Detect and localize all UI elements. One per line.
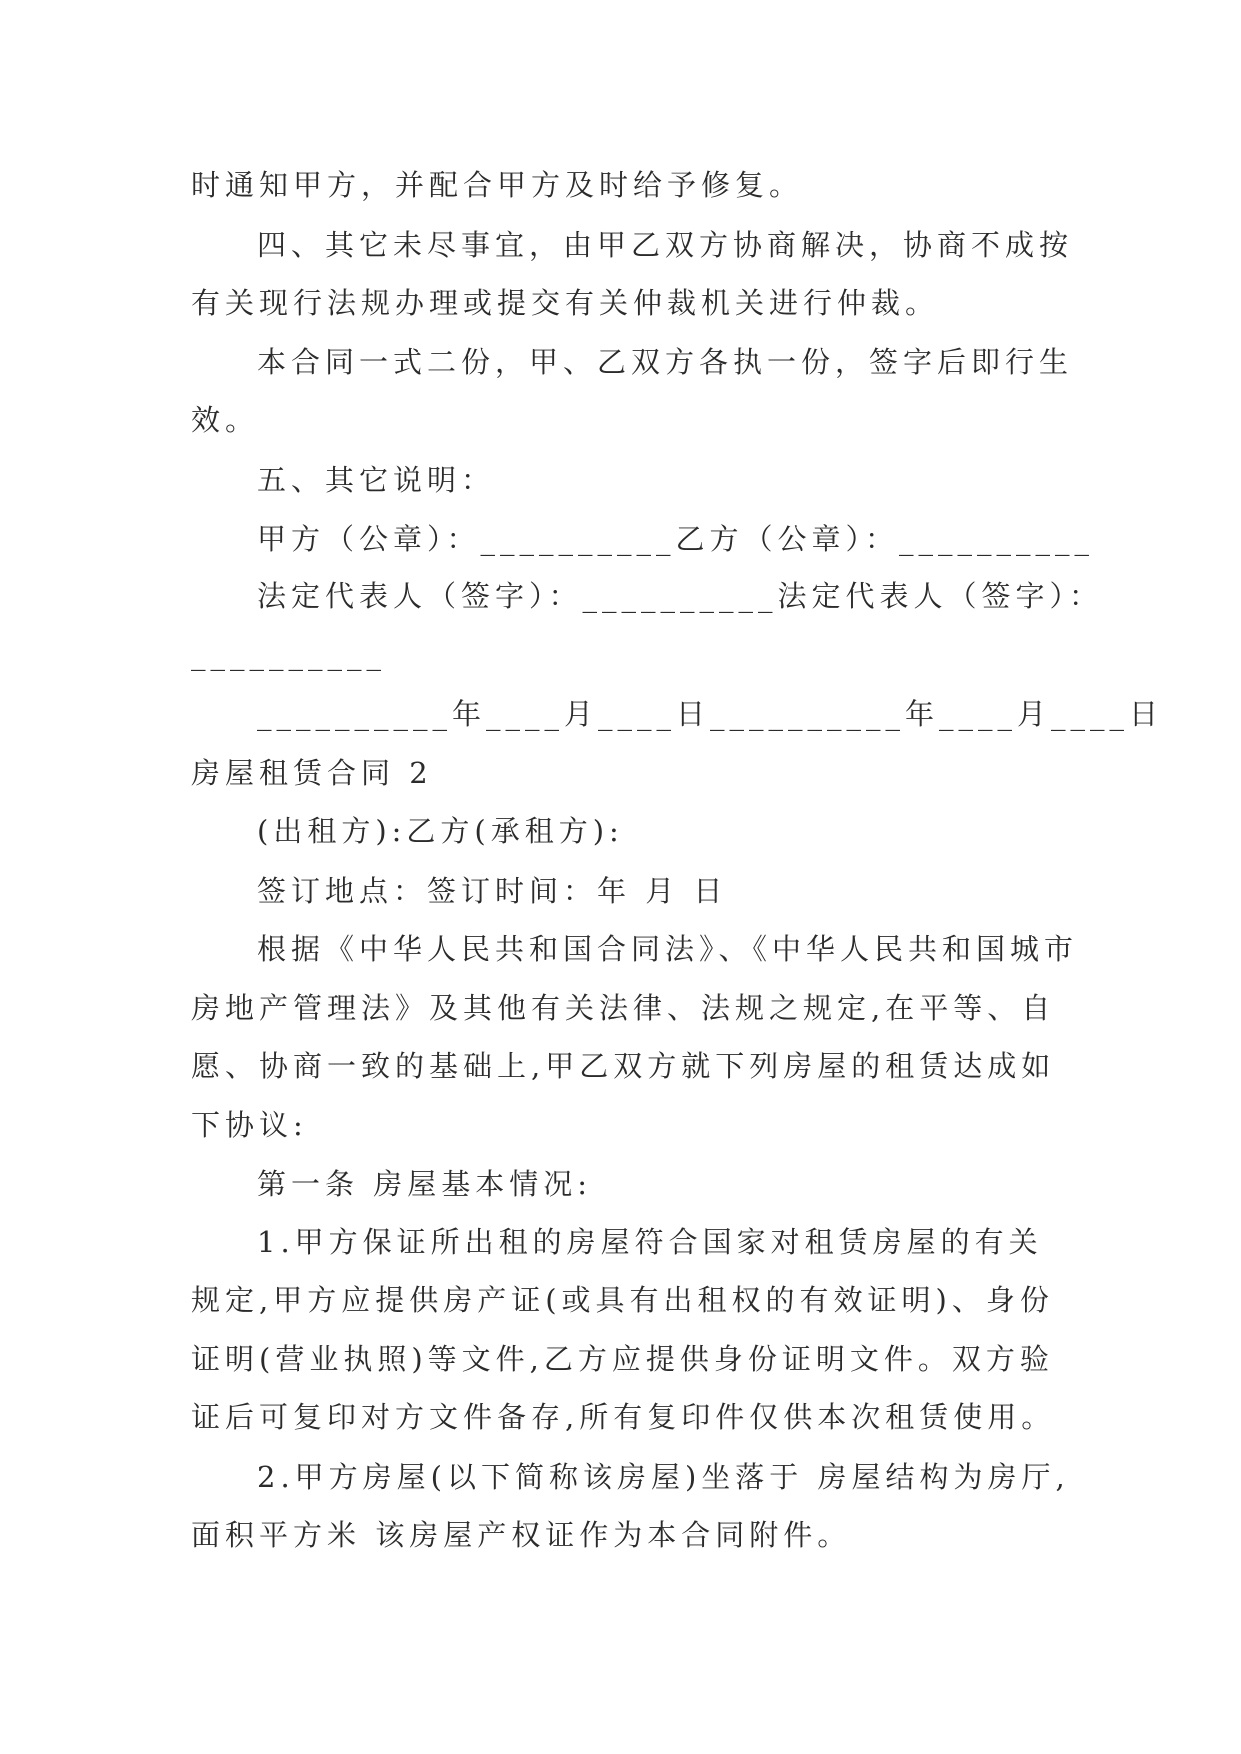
text-line: __________年____月____日__________年____月____日 — [257, 697, 1164, 731]
text-line: 愿、协商一致的基础上,甲乙双方就下列房屋的租赁达成如 — [191, 1049, 1056, 1083]
text-line: 时通知甲方，并配合甲方及时给予修复。 — [191, 168, 804, 202]
text-line: 证后可复印对方文件备存,所有复印件仅供本次租赁使用。 — [191, 1400, 1056, 1434]
text-line: 下协议: — [191, 1108, 308, 1142]
text-line: 效。 — [191, 403, 260, 437]
text-line: 证明(营业执照)等文件,乙方应提供身份证明文件。双方验 — [191, 1342, 1054, 1376]
text-line: 甲方（公章）：__________乙方（公章）：__________ — [257, 522, 1095, 556]
text-line: (出租方):乙方(承租方): — [257, 814, 624, 848]
text-line: 有关现行法规办理或提交有关仲裁机关进行仲裁。 — [191, 286, 940, 320]
text-line: 签订地点：签订时间：年 月 日 — [257, 874, 728, 908]
text-line: 2.甲方房屋(以下简称该房屋)坐落于 房屋结构为房厅, — [257, 1460, 1070, 1494]
text-line: 1.甲方保证所出租的房屋符合国家对租赁房屋的有关 — [257, 1225, 1043, 1259]
text-line: 房地产管理法》及其他有关法律、法规之规定,在平等、自 — [191, 991, 1056, 1025]
text-line: 四、其它未尽事宜，由甲乙双方协商解决，协商不成按 — [257, 228, 1074, 262]
text-line: 法定代表人（签字）：__________法定代表人（签字）： — [257, 579, 1104, 613]
section-heading: 房屋租赁合同 2 — [191, 756, 433, 790]
text-line: 第一条 房屋基本情况: — [257, 1167, 592, 1201]
text-line: __________ — [191, 637, 386, 671]
text-line: 本合同一式二份，甲、乙双方各执一份，签字后即行生 — [257, 345, 1074, 379]
text-line: 面积平方米 该房屋产权证作为本合同附件。 — [191, 1518, 852, 1552]
text-line: 规定,甲方应提供房产证(或具有出租权的有效证明)、身份 — [191, 1283, 1054, 1317]
text-line: 五、其它说明： — [257, 463, 496, 497]
text-line: 根据《中华人民共和国合同法》、《中华人民共和国城市 — [257, 932, 1079, 966]
